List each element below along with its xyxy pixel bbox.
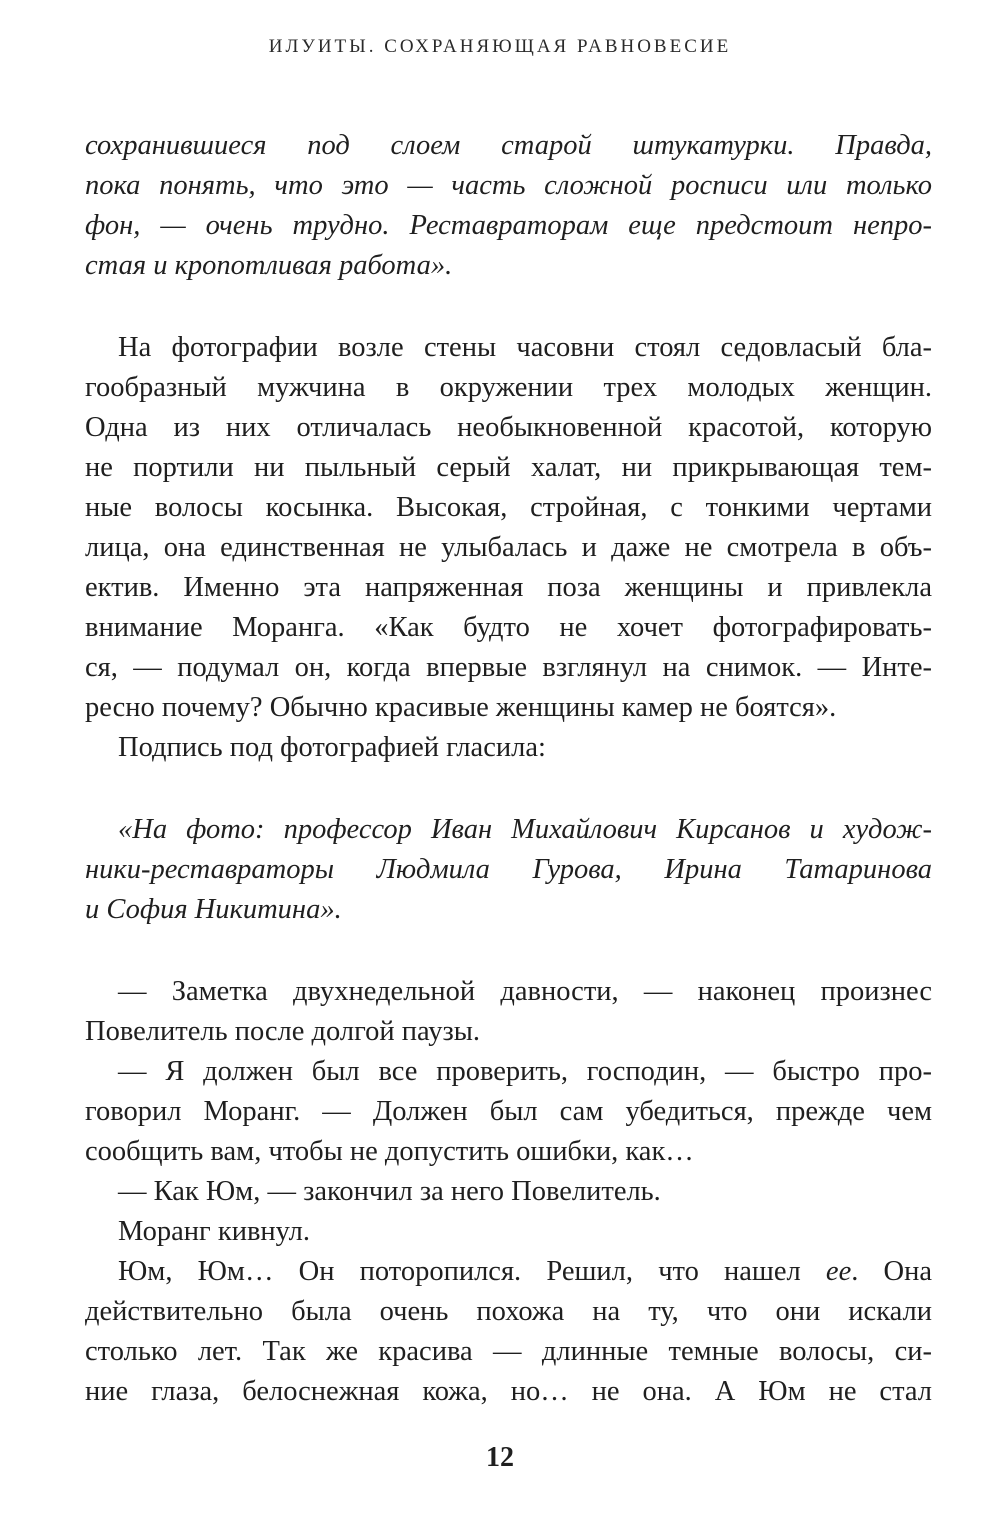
- text-line: ники-реставраторы Людмила Гурова, Ирина Татаринова: [85, 854, 932, 885]
- text-line: — Я должен был все проверить, господин, — быстро про-: [118, 1056, 932, 1087]
- text-line: ные волосы косынка. Высокая, стройная, с тонкими чертами: [85, 492, 932, 523]
- text-line: ся, — подумал он, когда впервые взглянул на снимок. — Инте-: [85, 652, 932, 683]
- text-run: Юм, Юм… Он поторопился. Решил, что нашел: [118, 1256, 826, 1287]
- text-line: Моранг кивнул.: [118, 1216, 310, 1247]
- text-run: . Она: [851, 1256, 933, 1287]
- text-line: действительно была очень похожа на ту, что они искали: [85, 1296, 932, 1327]
- text-line: ресно почему? Обычно красивые женщины камер не боятся».: [85, 692, 837, 723]
- text-line: и София Никитина».: [85, 894, 342, 925]
- text-line: внимание Моранга. «Как будто не хочет фотографировать-: [85, 612, 932, 643]
- running-head: ИЛУИТЫ. СОХРАНЯЮЩАЯ РАВНОВЕСИЕ: [268, 36, 732, 57]
- text-line: стая и кропотливая работа».: [85, 250, 453, 281]
- text-line: гообразный мужчина в окружении трех молодых женщин.: [85, 372, 932, 403]
- text-line: фон, — очень трудно. Реставраторам еще предстоит непро-: [85, 210, 932, 241]
- text-line: говорил Моранг. — Должен был сам убедиться, прежде чем: [85, 1096, 932, 1127]
- text-line: сообщить вам, чтобы не допустить ошибки, как…: [85, 1136, 694, 1167]
- emphasis-word: ее: [825, 1256, 852, 1287]
- text-line: — Заметка двухнедельной давности, — наконец произнес: [118, 976, 932, 1007]
- text-line: Одна из них отличалась необыкновенной красотой, которую: [85, 412, 932, 443]
- text-line: На фотографии возле стены часовни стоял седовласый бла-: [118, 332, 932, 363]
- page-number: 12: [486, 1442, 514, 1473]
- text-line: [118, 1252, 932, 1292]
- text-line: Повелитель после долгой паузы.: [85, 1016, 480, 1047]
- text-line: сохранившиеся под слоем старой штукатурки. Правда,: [85, 130, 932, 161]
- text-line: ектив. Именно эта напряженная поза женщины и привлекла: [85, 572, 932, 603]
- text-line: — Как Юм, — закончил за него Повелитель.: [118, 1176, 661, 1207]
- text-line: лица, она единственная не улыбалась и даже не смотрела в объ-: [85, 532, 932, 563]
- text-line: пока понять, что это — часть сложной росписи или только: [85, 170, 932, 201]
- text-line: «На фото: профессор Иван Михайлович Кирсанов и худож-: [118, 814, 932, 845]
- text-line: не портили ни пыльный серый халат, ни прикрывающая тем-: [85, 452, 932, 483]
- text-line: Подпись под фотографией гласила:: [118, 732, 546, 763]
- text-line: столько лет. Так же красива — длинные темные волосы, си-: [85, 1336, 932, 1367]
- text-line: ние глаза, белоснежная кожа, но… не она. А Юм не стал: [85, 1376, 932, 1407]
